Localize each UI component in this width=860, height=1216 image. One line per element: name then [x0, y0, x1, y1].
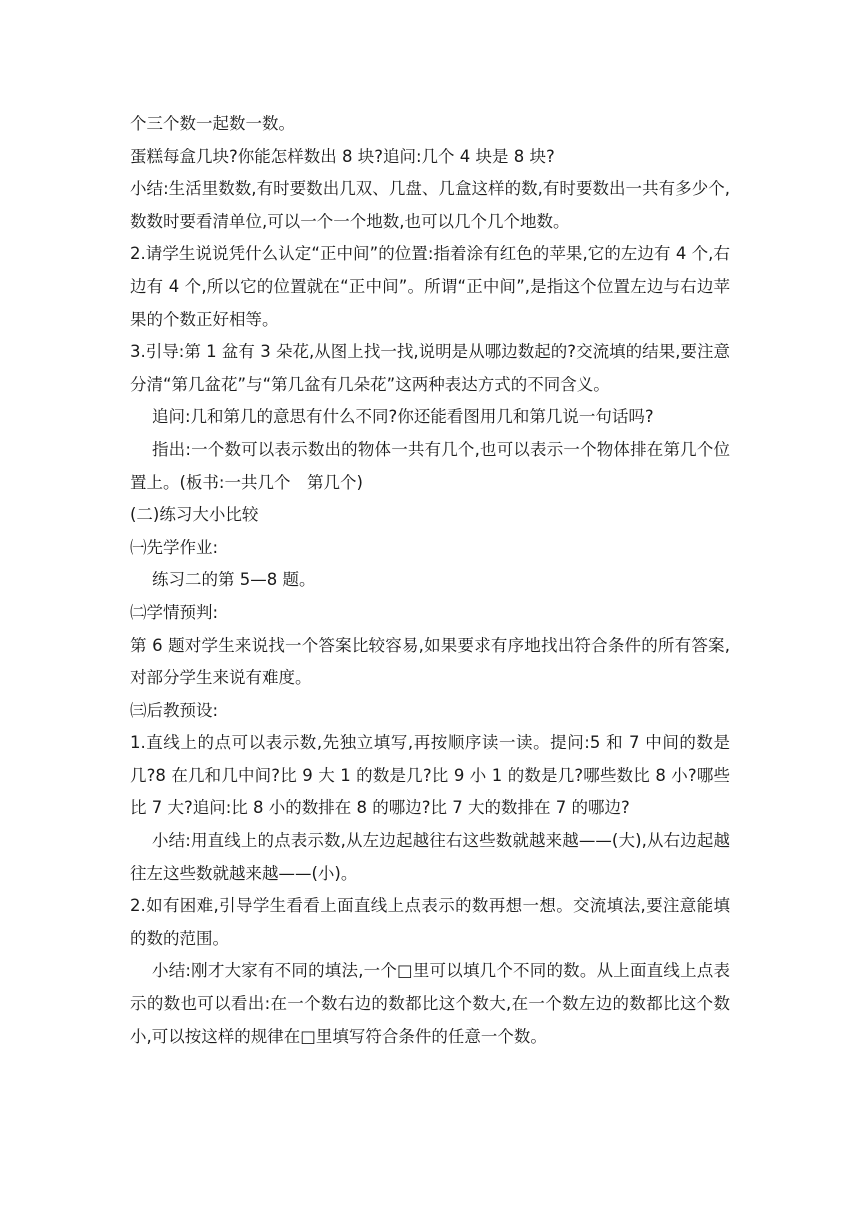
- paragraph: 2.请学生说说凭什么认定“正中间”的位置:指着涂有红色的苹果,它的左边有 4 个,右边有 4 个,所以它的位置就在“正中间”。所谓“正中间”,是指这个位置左边与右边苹果的个数正好相等。: [130, 244, 730, 329]
- paragraph: 蛋糕每盒几块?你能怎样数出 8 块?追问:几个 4 块是 8 块?: [130, 146, 555, 166]
- paragraph: 3.引导:第 1 盆有 3 朵花,从图上找一找,说明是从哪边数起的?交流填的结果,要注意分清“第几盆花”与“第几盆有几朵花”这两种表达方式的不同含义。: [130, 342, 730, 394]
- paragraph: 小结:用直线上的点表示数,从左边起越往右这些数就越来越——(大),从右边起越往左这些数就越来越——(小)。: [130, 831, 730, 883]
- section-heading: (二)练习大小比较: [130, 505, 259, 525]
- subsection-heading: ㈠先学作业:: [130, 537, 219, 557]
- paragraph: 指出:一个数可以表示数出的物体一共有几个,也可以表示一个物体排在第几个位置上。(板书:一共几个 第几个): [130, 439, 730, 492]
- subsection-heading: ㈢后教预设:: [130, 700, 219, 720]
- paragraph: 练习二的第 5—8 题。: [152, 570, 316, 590]
- paragraph: 第 6 题对学生来说找一个答案比较容易,如果要求有序地找出符合条件的所有答案,对部分学生来说有难度。: [130, 635, 730, 688]
- paragraph: 小结:生活里数数,有时要数出几双、几盘、几盒这样的数,有时要数出一共有多少个,数数时要看清单位,可以一个一个地数,也可以几个几个地数。: [130, 179, 730, 231]
- paragraph: 个三个数一起数一数。: [130, 114, 295, 133]
- subsection-heading: ㈡学情预判:: [130, 602, 219, 622]
- document-page: [130, 108, 730, 1053]
- paragraph: 小结:刚才大家有不同的填法,一个□里可以填几个不同的数。从上面直线上点表示的数也可以看出:在一个数右边的数都比这个数大,在一个数左边的数都比这个数小,可以按这样的规律在□里填写符合条件的任意一个数。: [130, 961, 730, 1046]
- paragraph: 2.如有困难,引导学生看看上面直线上点表示的数再想一想。交流填法,要注意能填的数的范围。: [130, 896, 730, 948]
- paragraph: 1.直线上的点可以表示数,先独立填写,再按顺序读一读。提问:5 和 7 中间的数是几?8 在几和几中间?比 9 大 1 的数是几?比 9 小 1 的数是几?哪些数比 8 小?哪些比 7 大?追问:比 8 小的数排在 8 的哪边?比 7 大的数排在 7 的哪边?: [130, 733, 730, 818]
- paragraph: 追问:几和第几的意思有什么不同?你还能看图用几和第几说一句话吗?: [152, 407, 654, 427]
